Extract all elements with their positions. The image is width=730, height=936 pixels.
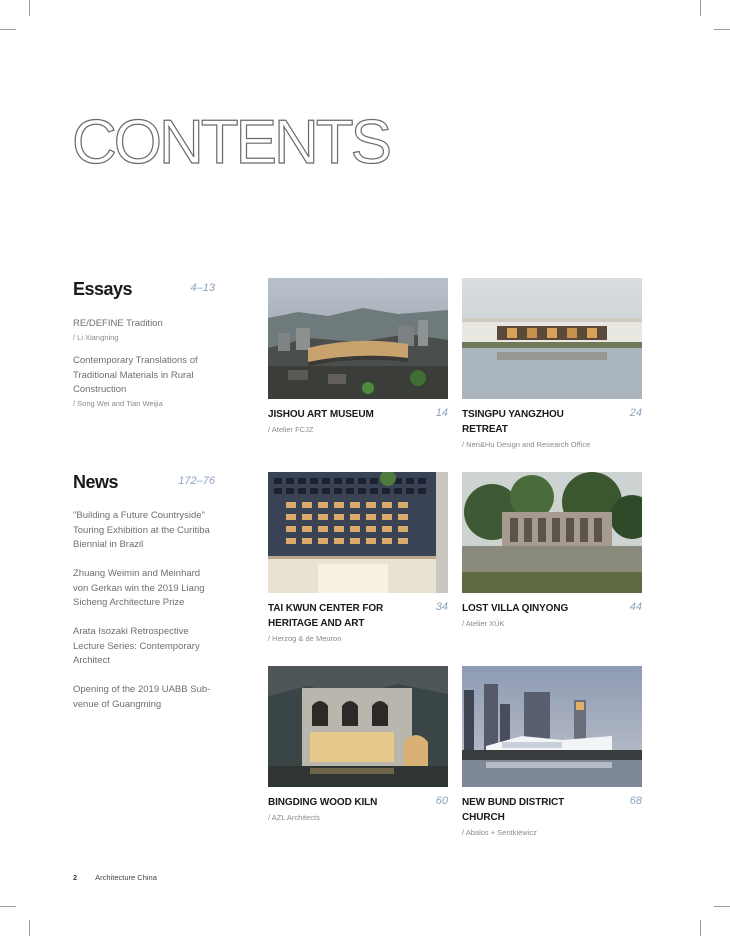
project-architect: / Herzog & de Meuron xyxy=(268,634,342,643)
project-page: 24 xyxy=(629,407,642,419)
page-number: 2 xyxy=(73,873,78,882)
essay-entry[interactable] xyxy=(73,354,213,409)
project-card[interactable] xyxy=(462,472,642,629)
page-footer xyxy=(73,873,157,882)
project-card[interactable] xyxy=(268,666,448,823)
project-photo xyxy=(462,472,642,593)
essays-page-range: 4–13 xyxy=(190,282,215,294)
crop-mark xyxy=(29,920,30,936)
crop-mark xyxy=(0,906,16,907)
project-page: 68 xyxy=(629,795,642,807)
project-name: TSINGPU YANGZHOU RETREAT xyxy=(462,409,564,435)
project-name: NEW BUND DISTRICT CHURCH xyxy=(462,797,565,823)
essays-title: Essays xyxy=(73,279,133,299)
project-architect: / Neri&Hu Design and Research Office xyxy=(462,440,591,449)
project-card[interactable] xyxy=(462,278,642,450)
project-architect: / AZL Architects xyxy=(268,813,320,822)
news-title: News xyxy=(73,472,119,492)
project-name: JISHOU ART MUSEUM xyxy=(268,409,374,420)
project-architect: / Atelier FCJZ xyxy=(268,425,314,434)
essay-author: / Song Wei and Tian Weijia xyxy=(73,398,163,408)
crop-mark xyxy=(29,0,30,16)
news-entry[interactable]: Arata Isozaki Retrospective Lecture Series: Contemporary Architect xyxy=(73,626,200,666)
project-photo xyxy=(462,666,642,787)
project-page: 44 xyxy=(629,601,642,613)
crop-mark xyxy=(700,920,701,936)
crop-mark xyxy=(0,29,16,30)
project-name: BINGDING WOOD KILN xyxy=(268,797,378,808)
news-page-range: 172–76 xyxy=(178,475,215,487)
essay-entry[interactable] xyxy=(73,317,213,343)
project-architect: / Atelier XÜK xyxy=(462,619,505,628)
crop-mark xyxy=(700,0,701,16)
news-entry[interactable]: Zhuang Weimin and Meinhard von Gerkan win the 2019 Liang Sicheng Architecture Prize xyxy=(73,568,205,608)
project-page: 34 xyxy=(435,601,448,613)
essays-heading xyxy=(73,279,215,300)
project-name: TAI KWUN CENTER FOR HERITAGE AND ART xyxy=(268,603,384,629)
page-title: CONTENTS xyxy=(72,108,389,177)
project-photo xyxy=(462,278,642,399)
project-page: 14 xyxy=(435,407,448,419)
news-heading xyxy=(73,472,215,493)
crop-mark xyxy=(714,906,730,907)
essay-title: Contemporary Translations of Traditional Materials in Rural Construction xyxy=(73,355,198,395)
project-photo xyxy=(268,278,448,399)
project-card[interactable] xyxy=(268,472,448,644)
project-card[interactable] xyxy=(462,666,642,838)
project-card[interactable] xyxy=(268,278,448,435)
essay-title: RE/DEFINE Tradition xyxy=(73,318,163,329)
project-photo xyxy=(268,666,448,787)
project-photo xyxy=(268,472,448,593)
crop-mark xyxy=(714,29,730,30)
project-name: LOST VILLA QINYONG xyxy=(462,603,569,614)
project-architect: / Abalos + Sentkiewicz xyxy=(462,828,537,837)
news-entry[interactable]: Opening of the 2019 UABB Sub-venue of Guangming xyxy=(73,684,211,710)
news-entry[interactable]: "Building a Future Countryside" Touring Exhibition at the Curitiba Biennial in Brazil xyxy=(73,510,210,550)
essay-author: / Li Xiangning xyxy=(73,332,119,342)
publication-name: Architecture China xyxy=(95,873,157,882)
project-page: 60 xyxy=(435,795,448,807)
